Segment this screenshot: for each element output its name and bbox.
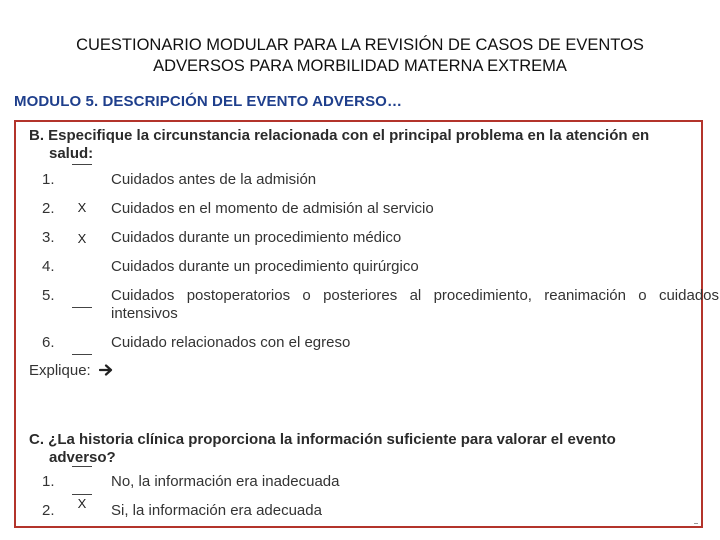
option-text: Cuidados postoperatorios o posteriores al procedimiento, reanimación o cuidados intensivos xyxy=(111,287,719,322)
option-number: 4. xyxy=(42,258,55,275)
document-title xyxy=(0,35,720,77)
corner-mark xyxy=(694,523,698,524)
option-number: 6. xyxy=(42,334,55,351)
answer-blank[interactable]: X xyxy=(77,231,87,246)
explain-field[interactable] xyxy=(29,362,113,380)
module-heading: MODULO 5. DESCRIPCIÓN DEL EVENTO ADVERSO… xyxy=(14,93,403,110)
option-number: 3. xyxy=(42,229,55,246)
option-text: Cuidados antes de la admisión xyxy=(111,171,317,188)
option-text: No, la información era inadecuada xyxy=(111,473,340,490)
question-b-label-line-2: salud: xyxy=(49,145,94,162)
title-line-2: ADVERSOS PARA MORBILIDAD MATERNA EXTREMA xyxy=(153,57,567,75)
option-number: 2. xyxy=(42,200,55,217)
explain-label: Explique: xyxy=(29,362,91,379)
arrow-right-icon xyxy=(99,363,113,380)
question-b-label-line-1: B. Especifique la circunstancia relacionada con el principal problema en la atención en xyxy=(29,127,650,144)
option-text: Cuidado relacionados con el egreso xyxy=(111,334,351,351)
answer-blank[interactable]: X xyxy=(72,494,92,512)
option-number: 5. xyxy=(42,287,55,304)
answer-blank[interactable] xyxy=(72,258,92,276)
option-number: 1. xyxy=(42,171,55,188)
option-number: 1. xyxy=(42,473,55,490)
answer-blank[interactable]: X xyxy=(77,200,87,215)
option-number: 2. xyxy=(42,502,55,519)
answer-blank[interactable] xyxy=(72,336,92,355)
answer-blank[interactable] xyxy=(72,164,92,181)
question-c xyxy=(29,431,693,467)
answer-blank[interactable] xyxy=(72,466,92,483)
title-line-1: CUESTIONARIO MODULAR PARA LA REVISIÓN DE CASOS DE EVENTOS xyxy=(76,36,644,54)
question-b xyxy=(29,127,693,163)
question-c-label-line-1: C. ¿La historia clínica proporciona la información suficiente para valorar el evento xyxy=(29,431,616,448)
option-text: Cuidados durante un procedimiento médico xyxy=(111,229,402,246)
option-text: Cuidados en el momento de admisión al servicio xyxy=(111,200,434,217)
answer-blank[interactable] xyxy=(72,289,92,308)
option-text: Cuidados durante un procedimiento quirúrgico xyxy=(111,258,419,275)
option-text: Si, la información era adecuada xyxy=(111,502,322,519)
question-c-label-line-2: adverso? xyxy=(49,449,116,466)
